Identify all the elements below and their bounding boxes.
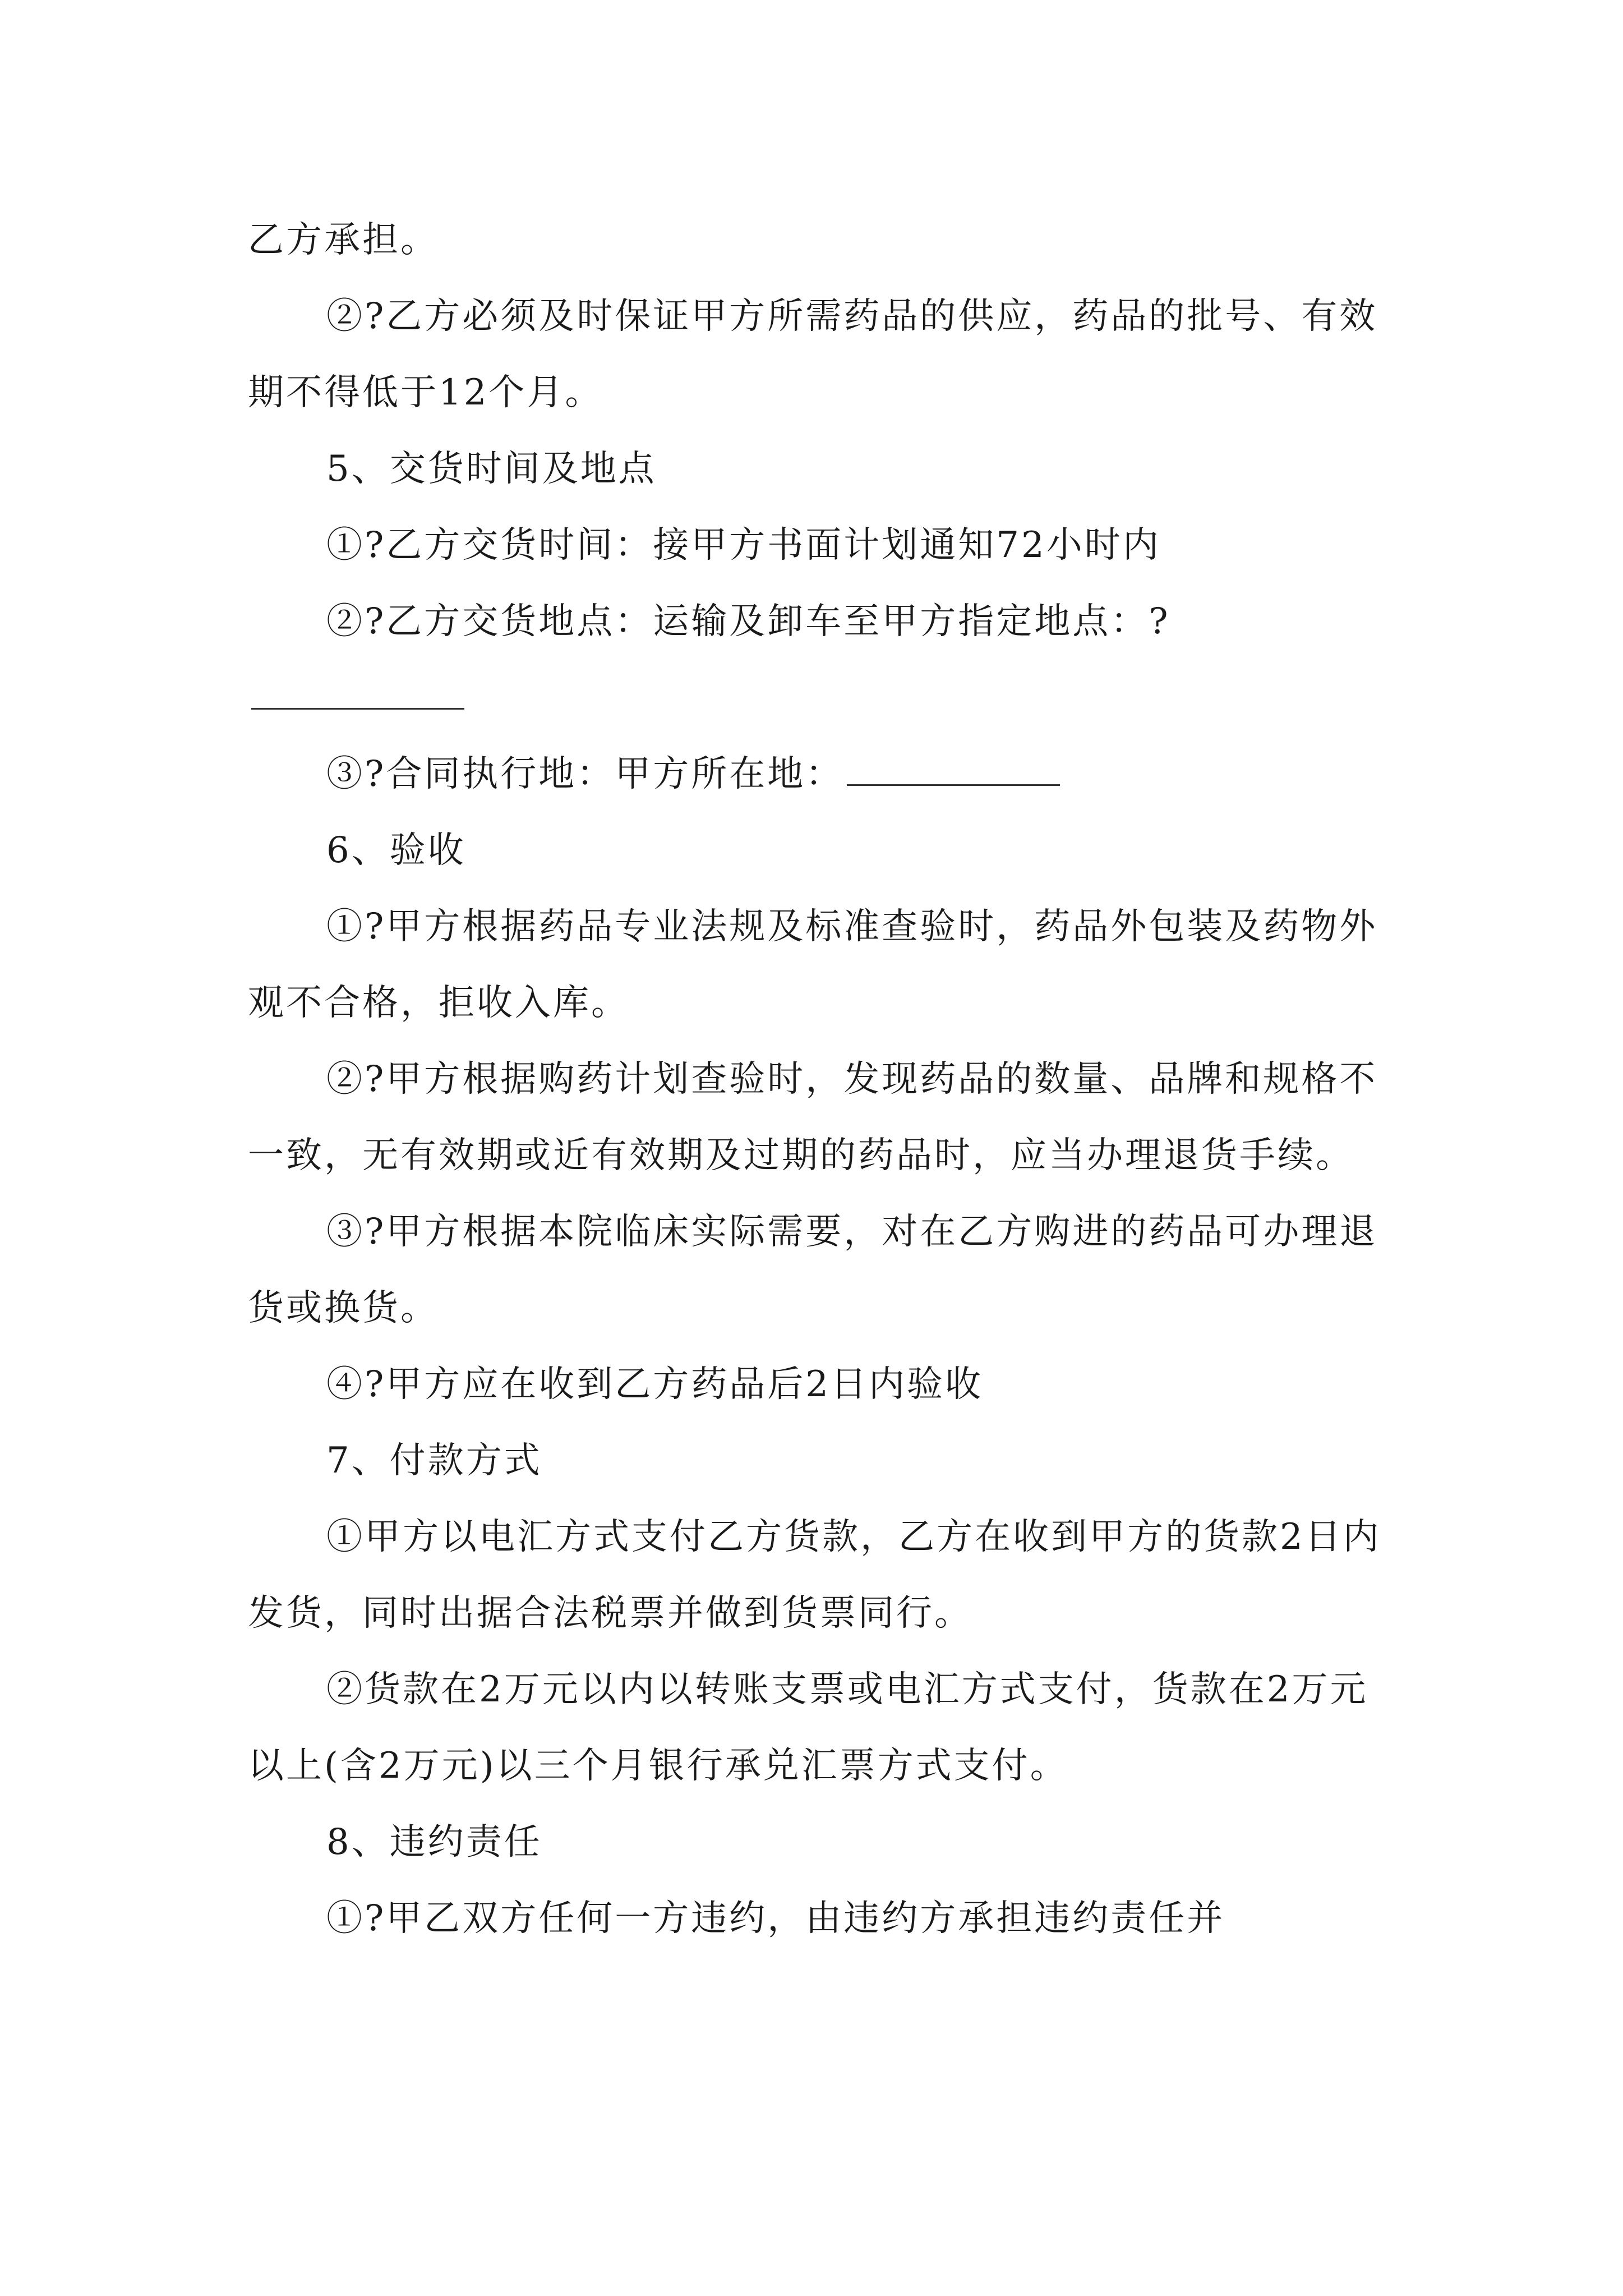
paragraph: ①?甲方根据药品专业法规及标准查验时，药品外包装及药物外观不合格，拒收入库。 <box>248 906 1378 1024</box>
section-heading-liability: 8、违约责任 <box>326 1821 542 1863</box>
paragraph: ④?甲方应在收到乙方药品后2日内验收 <box>326 1364 984 1405</box>
paragraph: ①?乙方交货时间：接甲方书面计划通知72小时内 <box>326 524 1161 566</box>
fill-in-blank <box>847 782 1060 786</box>
paragraph: ③?甲方根据本院临床实际需要，对在乙方购进的药品可办理退货或换货。 <box>248 1211 1378 1329</box>
paragraph: ①?甲乙双方任何一方违约，由违约方承担违约责任并 <box>326 1898 1225 1939</box>
paragraph: ②?甲方根据购药计划查验时，发现药品的数量、品牌和规格不一致，无有效期或近有效期及过期的药品时，应当办理退货手续。 <box>248 1059 1378 1176</box>
paragraph: 乙方承担。 <box>248 219 439 261</box>
paragraph: ③?合同执行地：甲方所在地： <box>248 736 1386 812</box>
paragraph: ②货款在2万元以内以转账支票或电汇方式支付，货款在2万元以上(含2万元)以三个月银行承兑汇票方式支付。 <box>248 1669 1368 1787</box>
document-body <box>248 202 1386 1957</box>
paragraph: ②?乙方必须及时保证甲方所需药品的供应，药品的批号、有效期不得低于12个月。 <box>248 296 1378 413</box>
fill-in-blank <box>251 706 464 710</box>
section-heading-acceptance: 6、验收 <box>326 830 466 871</box>
paragraph: ②?乙方交货地点：运输及卸车至甲方指定地点：? <box>248 583 1386 736</box>
section-heading-delivery: 5、交货时间及地点 <box>326 448 657 490</box>
paragraph: ①甲方以电汇方式支付乙方货款，乙方在收到甲方的货款2日内发货，同时出据合法税票并做到货票同行。 <box>248 1516 1381 1634</box>
section-heading-payment: 7、付款方式 <box>326 1440 542 1481</box>
